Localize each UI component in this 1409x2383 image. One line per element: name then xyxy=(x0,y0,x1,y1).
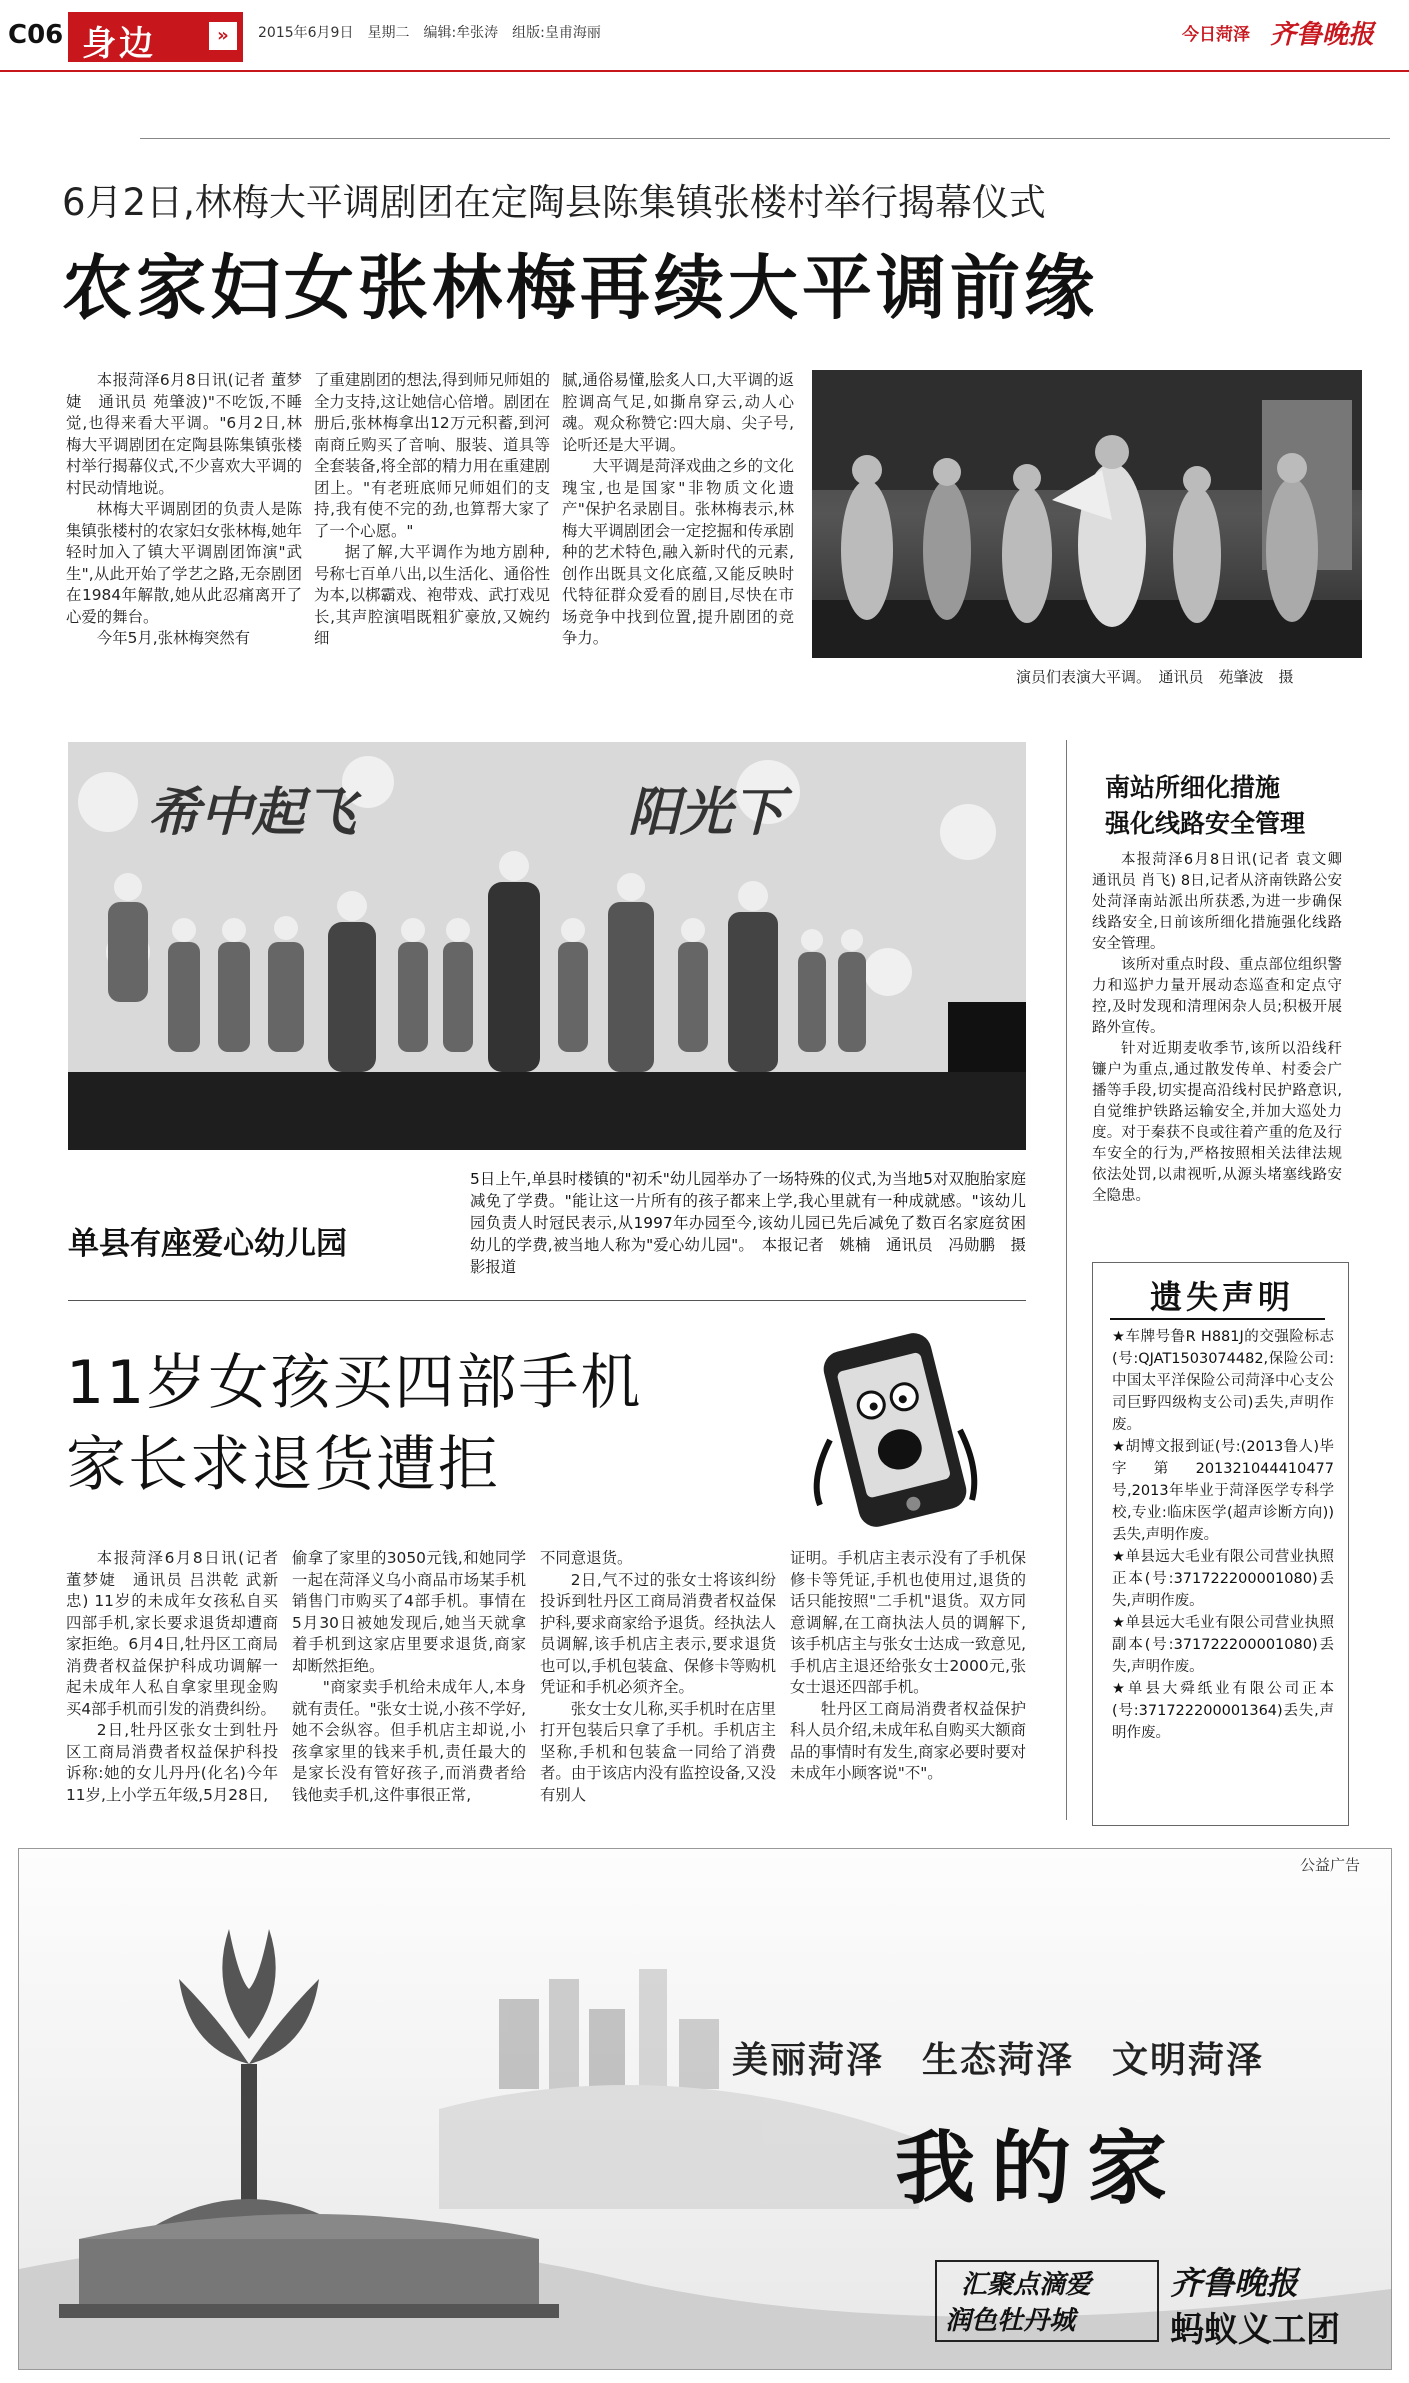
cartoon-phone-illustration xyxy=(800,1320,990,1540)
notice-item: ★单县远大毛业有限公司营业执照副本(号:371722200001080)丢失,声明作废。 xyxy=(1112,1615,1334,1675)
ad-headline: 我的家 xyxy=(895,2121,1183,2215)
photo-caption: 演员们表演大平调。 通讯员 苑肇波 摄 xyxy=(1016,668,1294,686)
newspaper-logo: 齐鲁晚报 xyxy=(1270,20,1375,50)
article-headline: 南站所细化措施 强化线路安全管理 xyxy=(1105,773,1306,838)
paragraph: 腻,通俗易懂,脍炙人口,大平调的返腔调高气足,如撕帛穿云,动人心魂。观众称赞它:四大扇、尖子号,论听还是大平调。 xyxy=(562,371,794,454)
page-number: C06 xyxy=(8,20,64,50)
column-divider xyxy=(1066,740,1067,1820)
divider xyxy=(68,1300,1026,1301)
article-column-1 xyxy=(66,370,302,650)
article-column-3 xyxy=(562,370,794,650)
article-headline: 农家妇女张林梅再续大平调前缘 xyxy=(62,247,1098,329)
kindergarten-photo xyxy=(68,742,1026,1150)
article-column-1 xyxy=(66,1548,278,1806)
paragraph: 了重建剧团的想法,得到师兄师姐的全力支持,这让她信心倍增。剧团在册后,张林梅拿出12万元积蓄,到河南商丘购买了音响、服装、道具等全套装备,将全部的精力用在重建剧团上。"有老班底师兄师姐们的支持,我有使不完的劲,也算帮大家了了一个心愿。" xyxy=(314,371,550,540)
paragraph: 该所对重点时段、重点部位组织警力和巡护力量开展动态巡查和定点守控,及时发现和清理闲杂人员;积极开展路外宣传。 xyxy=(1092,957,1342,1036)
article-column-3 xyxy=(540,1548,776,1806)
issue-meta: 2015年6月9日 星期二 编辑:牟张涛 组版:皇甫海丽 xyxy=(258,25,601,41)
ad-slogan: 美丽菏泽 生态菏泽 文明菏泽 xyxy=(732,2040,1265,2081)
paragraph: 针对近期麦收季节,该所以沿线秆镰户为重点,通过散发传单、村委会广播等手段,切实提高沿线村民护路意识,自觉维护铁路运输安全,并加大巡处力度。对于秦获不良或往着产重的危及行车安全的行为,严格按照相关法律法规依法处罚,以肃视听,从源头堵塞线路安全隐患。 xyxy=(1092,1041,1342,1204)
section-badge xyxy=(68,12,243,62)
article-column-2 xyxy=(314,370,550,650)
notice-list xyxy=(1112,1326,1334,1744)
ad-brand-name: 蚂蚁义工团 xyxy=(1170,2310,1340,2350)
ad-brand-logo: 齐鲁晚报 xyxy=(1170,2264,1299,2302)
opera-photo xyxy=(812,370,1362,658)
paragraph: 张女士女儿称,买手机时在店里打开包装后只拿了手机。手机店主坚称,手机和包装盒一同给了消费者。由于该店内没有监控设备,又没有别人 xyxy=(540,1699,776,1804)
paragraph: 2日,气不过的张女士将该纠纷投诉到牡丹区工商局消费者权益保护科,要求商家给予退货。经执法人员调解,该手机店主表示,要求退货也可以,手机包装盒、保修卡等购机凭证和手机必须齐全。 xyxy=(540,1570,776,1696)
article-headline: 单县有座爱心幼儿园 xyxy=(68,1226,347,1262)
peony-sculpture xyxy=(149,1929,349,2229)
paragraph: 本报菏泽6月8日讯(记者 董梦婕 通讯员 吕洪乾 武新忠) 11岁的未成年女孩私自买四部手机,家长要求退货却遭商家拒绝。6月4日,牡丹区工商局消费者权益保护科成功调解一起未成年人私自拿家里现金购买4部手机而引发的消费纠纷。 xyxy=(66,1549,278,1718)
paragraph: 本报菏泽6月8日讯(记者 董梦婕 通讯员 苑肇波)"不吃饭,不睡觉,也得来看大平调。"6月2日,林梅大平调剧团在定陶县陈集镇张楼村举行揭幕仪式,不少喜欢大平调的村民动情地说。 xyxy=(66,371,302,497)
notice-item: ★车牌号鲁R H881J的交强险标志(号:QJAT1503074482,保险公司:中国太平洋保险公司菏泽中心支公司巨野四级构支公司)丢失,声明作废。 xyxy=(1112,1329,1334,1433)
notice-title-rule xyxy=(1110,1318,1325,1320)
calligraphy-seal xyxy=(935,2260,1159,2342)
seal-line-2: 润色牡丹城 xyxy=(945,2306,1076,2336)
article-headline xyxy=(66,1342,642,1506)
notice-item: ★单县远大毛业有限公司营业执照正本(号:371722200001080)丢失,声明作废。 xyxy=(1112,1549,1334,1609)
divider xyxy=(140,138,1390,139)
photo-news-text: 5日上午,单县时楼镇的"初禾"幼儿园举办了一场特殊的仪式,为当地5对双胞胎家庭减免了学费。"能让这一片所有的孩子都来上学,我心里就有一种成就感。"该幼儿园负责人时冠民表示,从1997年办园至今,该幼儿园已先后减免了数百名家庭贫困幼儿的学费,被当地人称为"爱心幼儿园"。 本报记者 姚楠 通讯员 冯勋鹏 摄影报道 xyxy=(470,1170,1026,1276)
notice-title: 遗失声明 xyxy=(1150,1278,1295,1316)
paragraph: 偷拿了家里的3050元钱,和她同学一起在菏泽义乌小商品市场某手机销售门市购买了4部手机。事情在5月30日被她发现后,她当天就拿着手机到这家店里要求退货,商家却断然拒绝。 xyxy=(292,1549,526,1675)
article-column-2 xyxy=(292,1548,526,1806)
header-rule xyxy=(0,70,1409,72)
headline-line-1: 11岁女孩买四部手机 xyxy=(66,1348,643,1418)
notice-item: ★单县大舜纸业有限公司正本(号:371722200001364)丢失,声明作废。 xyxy=(1112,1681,1334,1741)
ad-label: 公益广告 xyxy=(1300,1856,1361,1874)
paragraph: 林梅大平调剧团的负责人是陈集镇张楼村的农家妇女张林梅,她年轻时加入了镇大平调剧团饰演"武生",从此开始了学艺之路,无奈剧团在1984年解散,她从此忍痛离开了心爱的舞台。 xyxy=(66,500,302,626)
paragraph: 本报菏泽6月8日讯(记者 袁文卿 通讯员 肖飞) 8日,记者从济南铁路公安处菏泽南站派出所获悉,为进一步确保线路安全,日前该所细化措施强化线路安全管理。 xyxy=(1092,852,1357,952)
paragraph: 不同意退货。 xyxy=(540,1549,633,1567)
paragraph: 今年5月,张林梅突然有 xyxy=(96,629,250,647)
edition-label: 今日菏泽 xyxy=(1182,25,1250,45)
paragraph: 据了解,大平调作为地方剧种,号称七百单八出,以生活化、通俗性为本,以梆霸戏、袍带戏、武打戏见长,其声腔演唱既粗犷豪放,又婉约细 xyxy=(314,543,550,647)
paragraph: 大平调是菏泽戏曲之乡的文化瑰宝,也是国家"非物质文化遗产"保护名录剧目。张林梅表示,林梅大平调剧团会一定挖掘和传承剧种的艺术特色,融入新时代的元素,创作出既具文化底蕴,又能反映时代特征群众爱看的剧目,尽快在市场竞争中找到位置,提升剧团的竞争力。 xyxy=(562,457,794,647)
double-arrow-icon: » xyxy=(209,22,237,50)
notice-item: ★胡博文报到证(号:(2013鲁人)毕字第201321044410477号,2013年毕业于菏泽医学专科学校,专业:临床医学(超声诊断方向))丢失,声明作废。 xyxy=(1112,1439,1334,1543)
article-subtitle: 6月2日,林梅大平调剧团在定陶县陈集镇张楼村举行揭幕仪式 xyxy=(62,181,1046,224)
banner-text-left: 希中起飞 xyxy=(148,782,357,843)
paragraph: "商家卖手机给未成年人,本身就有责任。"张女士说,小孩不学好,她不会纵容。但手机店主却说,小孩拿家里的钱来手机,责任最大的是家长没有管好孩子,而消费者给钱他卖手机,这件事很正常, xyxy=(292,1678,526,1804)
banner-text-right: 阳光下 xyxy=(628,782,785,843)
article-column-4 xyxy=(790,1548,1026,1785)
seal-line-1: 汇聚点滴爱 xyxy=(961,2270,1092,2300)
headline-line-2: 家长求退货遭拒 xyxy=(66,1430,500,1500)
paragraph: 证明。手机店主表示没有了手机保修卡等凭证,手机也使用过,退货的话只能按照"二手机"退货。双方同意调解,在工商执法人员的调解下,该手机店主与张女士达成一致意见,手机店主退还给张女士2000元,张女士退还四部手机。 xyxy=(790,1549,1026,1696)
paragraph: 牡丹区工商局消费者权益保护科人员介绍,未成年私自购买大额商品的事情时有发生,商家必要时要对未成年小顾客说"不"。 xyxy=(790,1699,1026,1782)
section-label: 身边 xyxy=(82,24,156,64)
paragraph: 2日,牡丹区张女士到牡丹区工商局消费者权益保护科投诉称:她的女儿丹丹(化名)今年11岁,上小学五年级,5月28日, xyxy=(66,1721,278,1804)
article-body xyxy=(1092,850,1357,1207)
